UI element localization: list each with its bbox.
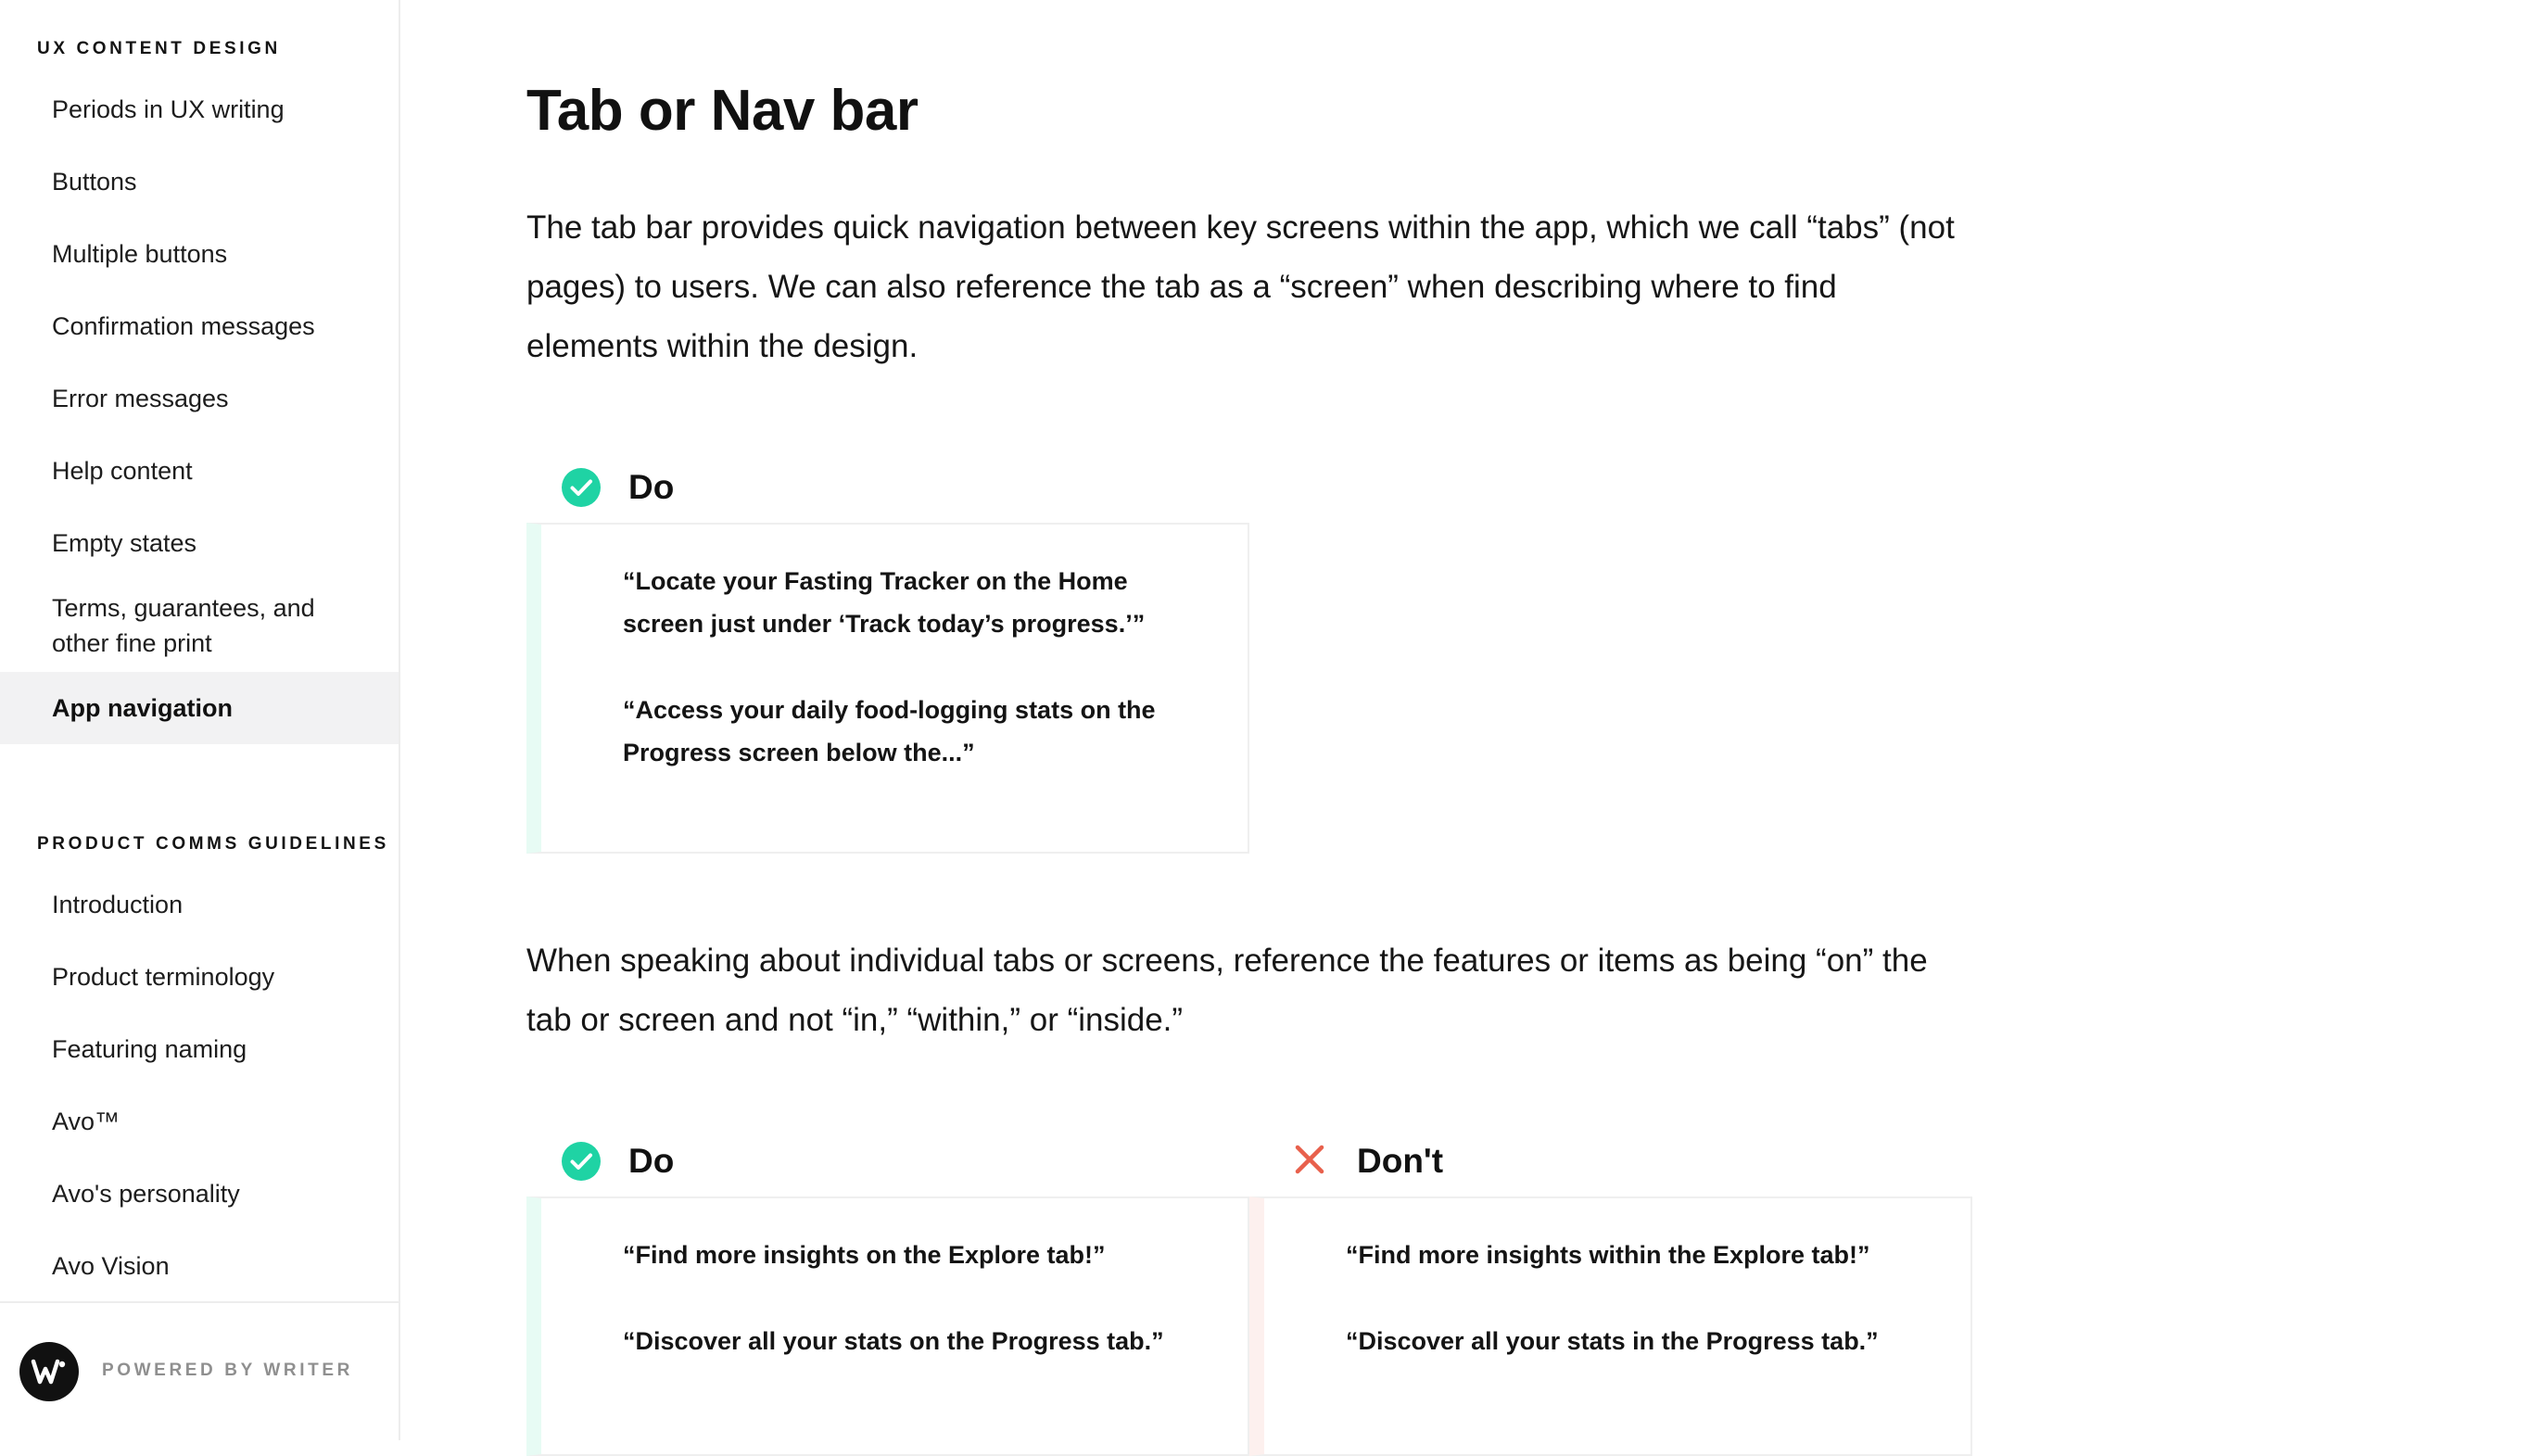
nav-list-ux-content-design	[0, 73, 399, 744]
example2-do-card	[526, 1196, 1249, 1456]
sidebar-item-help-content[interactable]: Help content	[52, 457, 193, 485]
intro-paragraph: The tab bar provides quick navigation between key screens within the app, which we call “tabs” (not pages) to users. We can also reference the tab as a “screen” when describing where to find elements within the design.	[526, 209, 1955, 364]
page-title: Tab or Nav bar	[526, 79, 919, 143]
paragraph-2: When speaking about individual tabs or screens, reference the features or items as being “on” the tab or screen and not “in,” “within,” or “inside.”	[526, 943, 1928, 1038]
sidebar-item-multiple-buttons[interactable]: Multiple buttons	[52, 240, 228, 268]
sidebar-item-product-terminology[interactable]: Product terminology	[52, 963, 275, 991]
example2-dont-line-2: “Discover all your stats in the Progress tab.”	[1346, 1327, 1879, 1355]
example1-header	[562, 468, 674, 507]
sidebar-item-error-messages[interactable]: Error messages	[52, 385, 229, 412]
sidebar-item-terms[interactable]: Terms, guarantees, and other fine print	[52, 594, 315, 657]
example2-dont-line-1: “Find more insights within the Explore tab!”	[1346, 1241, 1870, 1269]
check-circle-icon	[562, 1142, 601, 1181]
example2-do-header	[562, 1142, 674, 1181]
sidebar-item-confirmation-messages[interactable]: Confirmation messages	[52, 312, 315, 340]
example2-dont-label: Don't	[1357, 1142, 1444, 1180]
sidebar-item-buttons[interactable]: Buttons	[52, 168, 137, 196]
sidebar-footer	[0, 1301, 399, 1440]
example2-dont-header	[1290, 1142, 1443, 1181]
example2-do-label: Do	[628, 1142, 675, 1180]
nav-list-product-comms	[0, 868, 399, 1302]
powered-by-text[interactable]: POWERED BY WRITER	[102, 1361, 353, 1380]
check-circle-icon	[562, 468, 601, 507]
example2-do-line-1: “Find more insights on the Explore tab!”	[623, 1241, 1106, 1269]
example1-line-1: “Locate your Fasting Tracker on the Home screen just under ‘Track today’s progress.’”	[623, 567, 1146, 638]
sidebar-item-app-navigation[interactable]: App navigation	[0, 672, 399, 744]
sidebar-item-periods[interactable]: Periods in UX writing	[52, 95, 285, 123]
example1-line-2: “Access your daily food-logging stats on the Progress screen below the...”	[623, 696, 1156, 766]
sidebar-item-introduction[interactable]: Introduction	[52, 891, 184, 918]
sidebar-item-avo[interactable]: Avo™	[52, 1108, 120, 1135]
example1-do-label: Do	[628, 468, 675, 506]
sidebar-item-avos-personality[interactable]: Avo's personality	[52, 1180, 240, 1208]
sidebar-item-empty-states[interactable]: Empty states	[52, 529, 197, 557]
example2-dont-card	[1249, 1196, 1972, 1456]
section-title-product-comms: PRODUCT COMMS GUIDELINES	[37, 834, 389, 854]
example1-do-card	[526, 523, 1249, 854]
x-icon	[1290, 1142, 1329, 1181]
example2-do-line-2: “Discover all your stats on the Progress tab.”	[623, 1327, 1164, 1355]
sidebar-item-featuring-naming[interactable]: Featuring naming	[52, 1035, 247, 1063]
writer-logo-icon[interactable]	[19, 1342, 79, 1401]
section-title-ux-content-design: UX CONTENT DESIGN	[37, 39, 281, 58]
sidebar-item-avo-vision[interactable]: Avo Vision	[52, 1252, 170, 1280]
sidebar	[0, 0, 400, 1440]
